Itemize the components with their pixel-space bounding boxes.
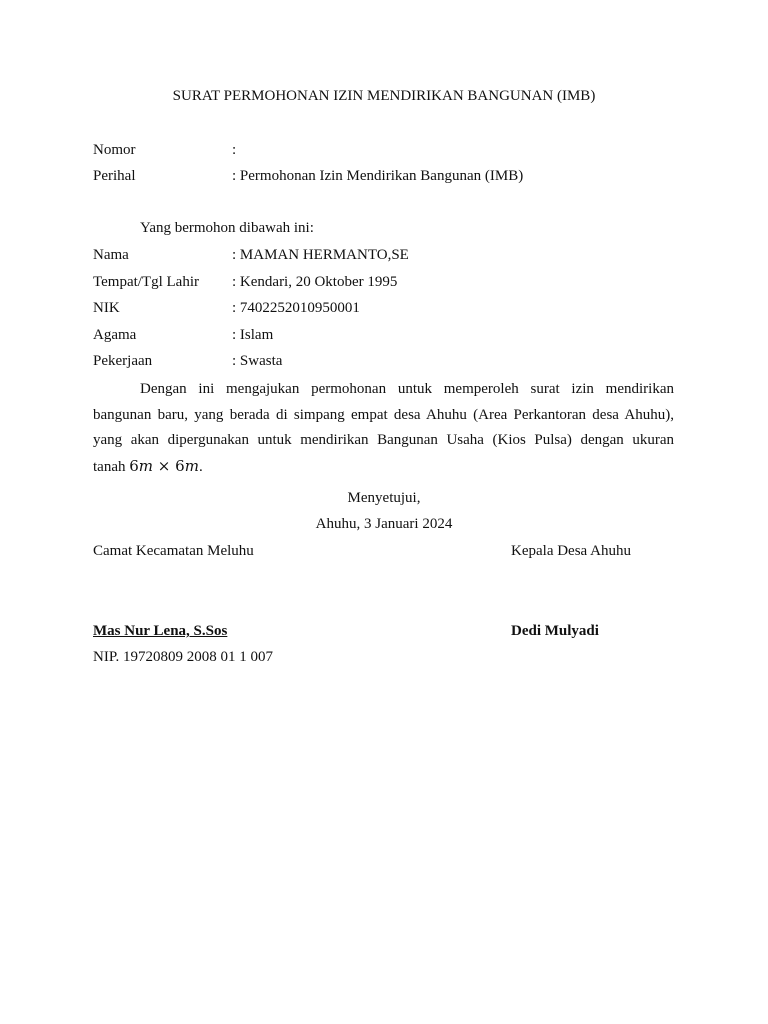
field-label: Nama bbox=[93, 247, 129, 263]
field-value: : 7402252010950001 bbox=[232, 300, 360, 316]
signatory-right-position: Kepala Desa Ahuhu bbox=[511, 543, 631, 559]
field-agama bbox=[93, 325, 273, 345]
math-times: × bbox=[157, 456, 171, 475]
field-nik bbox=[93, 298, 360, 318]
field-value: : Kendari, 20 Oktober 1995 bbox=[232, 274, 398, 290]
body-line: bangunan baru, yang berada di simpang empat desa Ahuhu (Area Perkantoran desa Ahuhu), bbox=[93, 406, 674, 423]
body-paragraph bbox=[93, 377, 674, 479]
field-nama bbox=[93, 245, 409, 265]
field-value: : Permohonan Izin Mendirikan Bangunan (IMB) bbox=[232, 168, 524, 184]
field-value: : Swasta bbox=[232, 353, 283, 369]
field-pekerjaan bbox=[93, 351, 282, 371]
field-label: Tempat/Tgl Lahir bbox=[93, 274, 199, 290]
field-value: : MAMAN HERMANTO,SE bbox=[232, 247, 409, 263]
field-label: Nomor bbox=[93, 142, 136, 158]
field-perihal bbox=[93, 166, 523, 186]
field-nomor bbox=[93, 140, 236, 160]
signatory-left-name: Mas Nur Lena, S.Sos bbox=[93, 623, 228, 639]
signatory-left-position: Camat Kecamatan Meluhu bbox=[93, 543, 254, 559]
field-label: Pekerjaan bbox=[93, 353, 153, 369]
signatory-left-nip: NIP. 19720809 2008 01 1 007 bbox=[93, 649, 274, 665]
field-label: Agama bbox=[93, 327, 137, 343]
field-value: : Islam bbox=[232, 327, 274, 343]
field-label: NIK bbox=[93, 300, 120, 316]
signatory-right-name: Dedi Mulyadi bbox=[511, 623, 599, 639]
math-number: 6 bbox=[175, 456, 185, 475]
place-date: Ahuhu, 3 Januari 2024 bbox=[315, 516, 453, 532]
math-unit: m bbox=[184, 456, 199, 475]
intro-text: Yang bermohon dibawah ini: bbox=[140, 220, 314, 236]
land-size-formula bbox=[129, 457, 199, 475]
field-tempat-tgl-lahir bbox=[93, 272, 397, 292]
math-number: 6 bbox=[129, 456, 139, 475]
math-unit: m bbox=[138, 456, 154, 475]
body-last-prefix: tanah bbox=[93, 458, 126, 475]
letter-title: SURAT PERMOHONAN IZIN MENDIRIKAN BANGUNAN (IMB) bbox=[172, 88, 596, 104]
field-label: Perihal bbox=[93, 168, 136, 184]
body-line-last bbox=[93, 454, 674, 480]
body-line: Dengan ini mengajukan permohonan untuk memperoleh surat izin mendirikan bbox=[140, 381, 674, 397]
approval-text: Menyetujui, bbox=[347, 490, 421, 506]
body-last-suffix: . bbox=[198, 458, 203, 475]
body-line: yang akan dipergunakan untuk mendirikan Bangunan Usaha (Kios Pulsa) dengan ukuran bbox=[93, 432, 674, 448]
field-value: : bbox=[232, 142, 237, 158]
